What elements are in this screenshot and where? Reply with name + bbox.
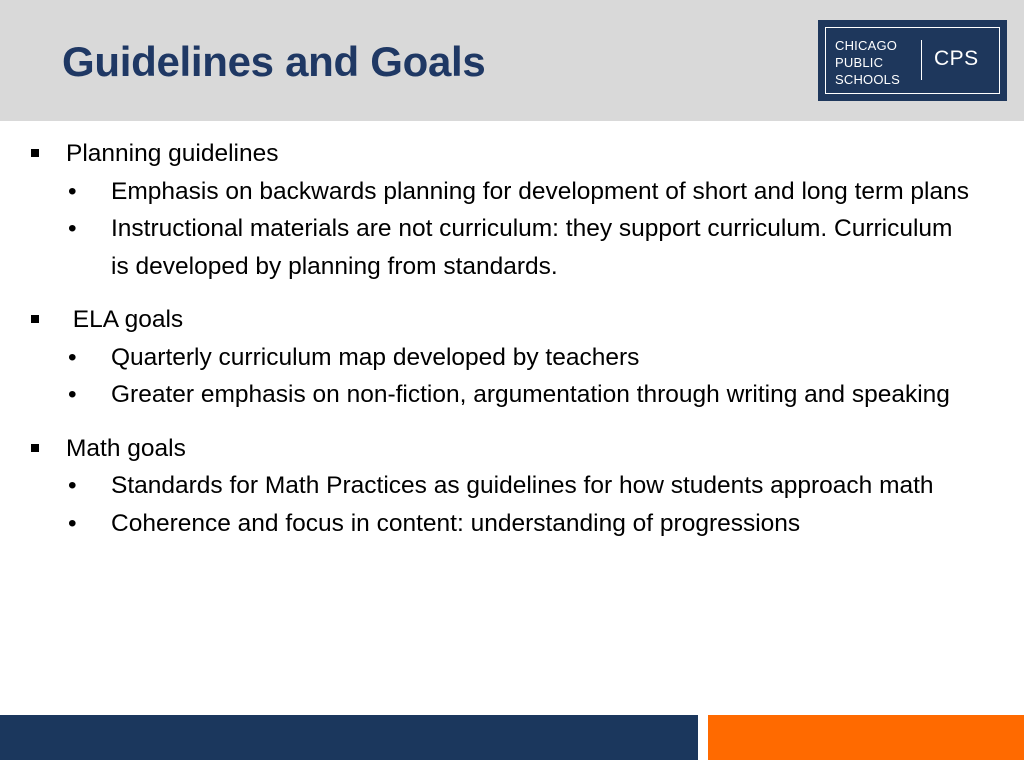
list-item-text: Quarterly curriculum map developed by teachers [111, 343, 640, 371]
footer-bar-orange [708, 715, 1024, 760]
list-item [30, 210, 971, 285]
logo-name [835, 37, 900, 88]
logo-divider [921, 40, 922, 80]
list-item [30, 173, 971, 211]
logo-line-public: PUBLIC [835, 55, 884, 70]
slide-title: Guidelines and Goals [62, 38, 486, 85]
list-item [30, 467, 971, 505]
section-heading-text: ELA goals [66, 306, 184, 333]
section-math-goals [30, 430, 990, 543]
list-item [30, 505, 971, 543]
bullet-icon: • [68, 177, 77, 205]
section-heading-text: Math goals [66, 434, 186, 462]
bullet-icon: • [68, 381, 77, 408]
bullet-icon: • [68, 343, 77, 371]
section-heading [30, 430, 990, 468]
list-item-text: Instructional materials are not curriculum: they support curriculum. Curriculum is developed by planning from standards. [111, 215, 953, 280]
list-item-text: Standards for Math Practices as guidelines for how students approach math [111, 472, 934, 499]
section-planning-guidelines [30, 135, 990, 285]
bullet-icon: • [68, 472, 77, 499]
section-heading-text: Planning guidelines [66, 140, 279, 167]
logo-frame [825, 27, 1000, 94]
logo-line-schools: SCHOOLS [835, 72, 900, 87]
logo-abbreviation: CPS [934, 47, 979, 70]
square-bullet-icon [31, 315, 39, 323]
logo-line-chicago: CHICAGO [835, 38, 898, 53]
cps-logo [818, 20, 1007, 101]
section-ela-goals [30, 301, 990, 414]
list-item-text: Emphasis on backwards planning for development of short and long term plans [111, 177, 969, 205]
bullet-icon: • [68, 215, 77, 242]
list-item-text: Coherence and focus in content: understanding of progressions [111, 509, 801, 537]
section-heading [30, 135, 990, 173]
footer-bar-blue [0, 715, 698, 760]
square-bullet-icon [31, 149, 39, 157]
list-item [30, 376, 971, 414]
list-item-text: Greater emphasis on non-fiction, argumentation through writing and speaking [111, 381, 950, 408]
bullet-icon: • [68, 509, 77, 537]
square-bullet-icon [31, 444, 39, 452]
list-item [30, 339, 971, 377]
slide-content [30, 135, 990, 558]
section-heading [30, 301, 990, 339]
